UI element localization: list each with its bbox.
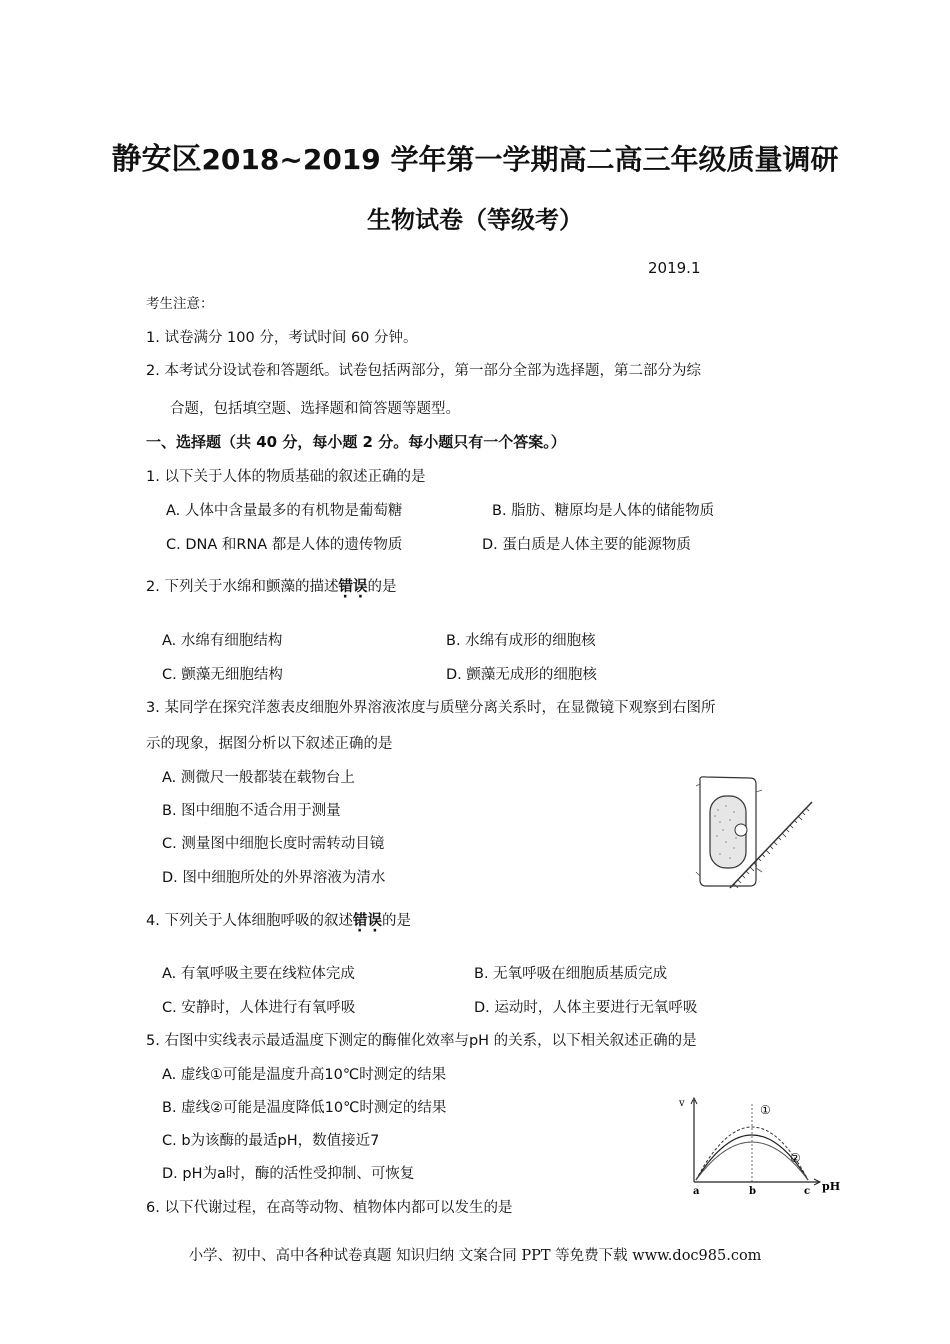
q6-stem: 6. 以下代谢过程，在高等动物、植物体内都可以发生的是	[146, 1200, 513, 1216]
q2-stem-post: 的是	[367, 579, 397, 595]
q1-option-a: A. 人体中含量最多的有机物是葡萄糖	[166, 503, 403, 519]
q3-stem-line2: 示的现象，据图分析以下叙述正确的是	[146, 736, 393, 752]
q1-option-d: D. 蛋白质是人体主要的能源物质	[482, 537, 691, 553]
curve-1-label: ①	[760, 1103, 771, 1117]
q4-option-c: C. 安静时，人体进行有氧呼吸	[162, 1000, 356, 1016]
q3-option-d: D. 图中细胞所处的外界溶液为清水	[162, 870, 386, 886]
title-rest: 2018~2019 学年第一学期高二高三年级质量调研	[201, 143, 839, 176]
notice-heading: 考生注意：	[146, 296, 214, 312]
q3-option-c: C. 测量图中细胞长度时需转动目镜	[162, 836, 385, 852]
page-subtitle: 生物试卷（等级考）	[367, 206, 583, 234]
title-district: 静安区	[111, 142, 202, 177]
footer-banner: 小学、初中、高中各种试卷真题 知识归纳 文案合同 PPT 等免费下载 www.doc985.com	[188, 1248, 762, 1264]
tick-b: b	[749, 1186, 756, 1197]
curve-2-label: ②	[790, 1151, 801, 1165]
q5-option-a: A. 虚线①可能是温度升高10℃时测定的结果	[162, 1067, 447, 1083]
nucleus	[735, 824, 747, 836]
q2-option-c: C. 颤藻无细胞结构	[162, 667, 283, 683]
q1-stem: 1. 以下关于人体的物质基础的叙述正确的是	[146, 469, 426, 485]
q3-option-b: B. 图中细胞不适合用于测量	[162, 803, 341, 819]
q2-option-b: B. 水绵有成形的细胞核	[446, 633, 596, 649]
q5-option-d: D. pH为a时，酶的活性受抑制、可恢复	[162, 1166, 415, 1182]
page-title	[0, 134, 950, 178]
q5-stem: 5. 右图中实线表示最适温度下测定的酶催化效率与pH 的关系，以下相关叙述正确的是	[146, 1033, 697, 1049]
q5-option-b: B. 虚线②可能是温度降低10℃时测定的结果	[162, 1100, 447, 1116]
notice-item-1: 1. 试卷满分 100 分，考试时间 60 分钟。	[146, 330, 418, 346]
notice-item-2-line1: 2. 本考试分设试卷和答题纸。试卷包括两部分，第一部分全部为选择题，第二部分为综	[146, 363, 701, 379]
q2-option-a: A. 水绵有细胞结构	[162, 633, 283, 649]
q1-option-c: C. DNA 和RNA 都是人体的遗传物质	[166, 537, 403, 553]
tick-a: a	[693, 1186, 700, 1197]
q2-stem-emphasis: 错误 · ·	[338, 575, 367, 596]
q3-stem-line1: 3. 某同学在探究洋葱表皮细胞外界溶液浓度与质壁分离关系时，在显微镜下观察到右图所	[146, 700, 716, 716]
q2-stem	[146, 575, 396, 596]
tick-c: c	[804, 1186, 811, 1197]
q2-stem-pre: 2. 下列关于水绵和颤藻的描述	[146, 579, 339, 595]
x-axis-label: pH	[822, 1180, 841, 1193]
q4-stem-pre: 4. 下列关于人体细胞呼吸的叙述	[146, 913, 353, 929]
q4-option-d: D. 运动时，人体主要进行无氧呼吸	[474, 1000, 698, 1016]
q4-stem	[146, 909, 411, 930]
q4-stem-emphasis: 错误 · ·	[353, 909, 382, 930]
q2-option-d: D. 颤藻无成形的细胞核	[446, 667, 597, 683]
q4-option-a: A. 有氧呼吸主要在线粒体完成	[162, 966, 355, 982]
q4-stem-post: 的是	[381, 913, 411, 929]
section-heading: 一、选择题（共 40 分，每小题 2 分。每小题只有一个答案。）	[146, 433, 566, 451]
q4-option-b: B. 无氧呼吸在细胞质基质完成	[474, 966, 668, 982]
q3-option-a: A. 测微尺一般都装在载物台上	[162, 770, 355, 786]
onion-cell-figure	[690, 772, 820, 892]
y-axis-label: v	[679, 1098, 685, 1109]
exam-date: 2019.1	[648, 259, 701, 277]
q5-option-c: C. b为该酶的最适pH，数值接近7	[162, 1133, 380, 1149]
enzyme-ph-graph	[672, 1092, 842, 1198]
q1-option-b: B. 脂肪、糖原均是人体的储能物质	[492, 503, 715, 519]
notice-item-2-line2: 合题，包括填空题、选择题和简答题等题型。	[170, 401, 460, 417]
